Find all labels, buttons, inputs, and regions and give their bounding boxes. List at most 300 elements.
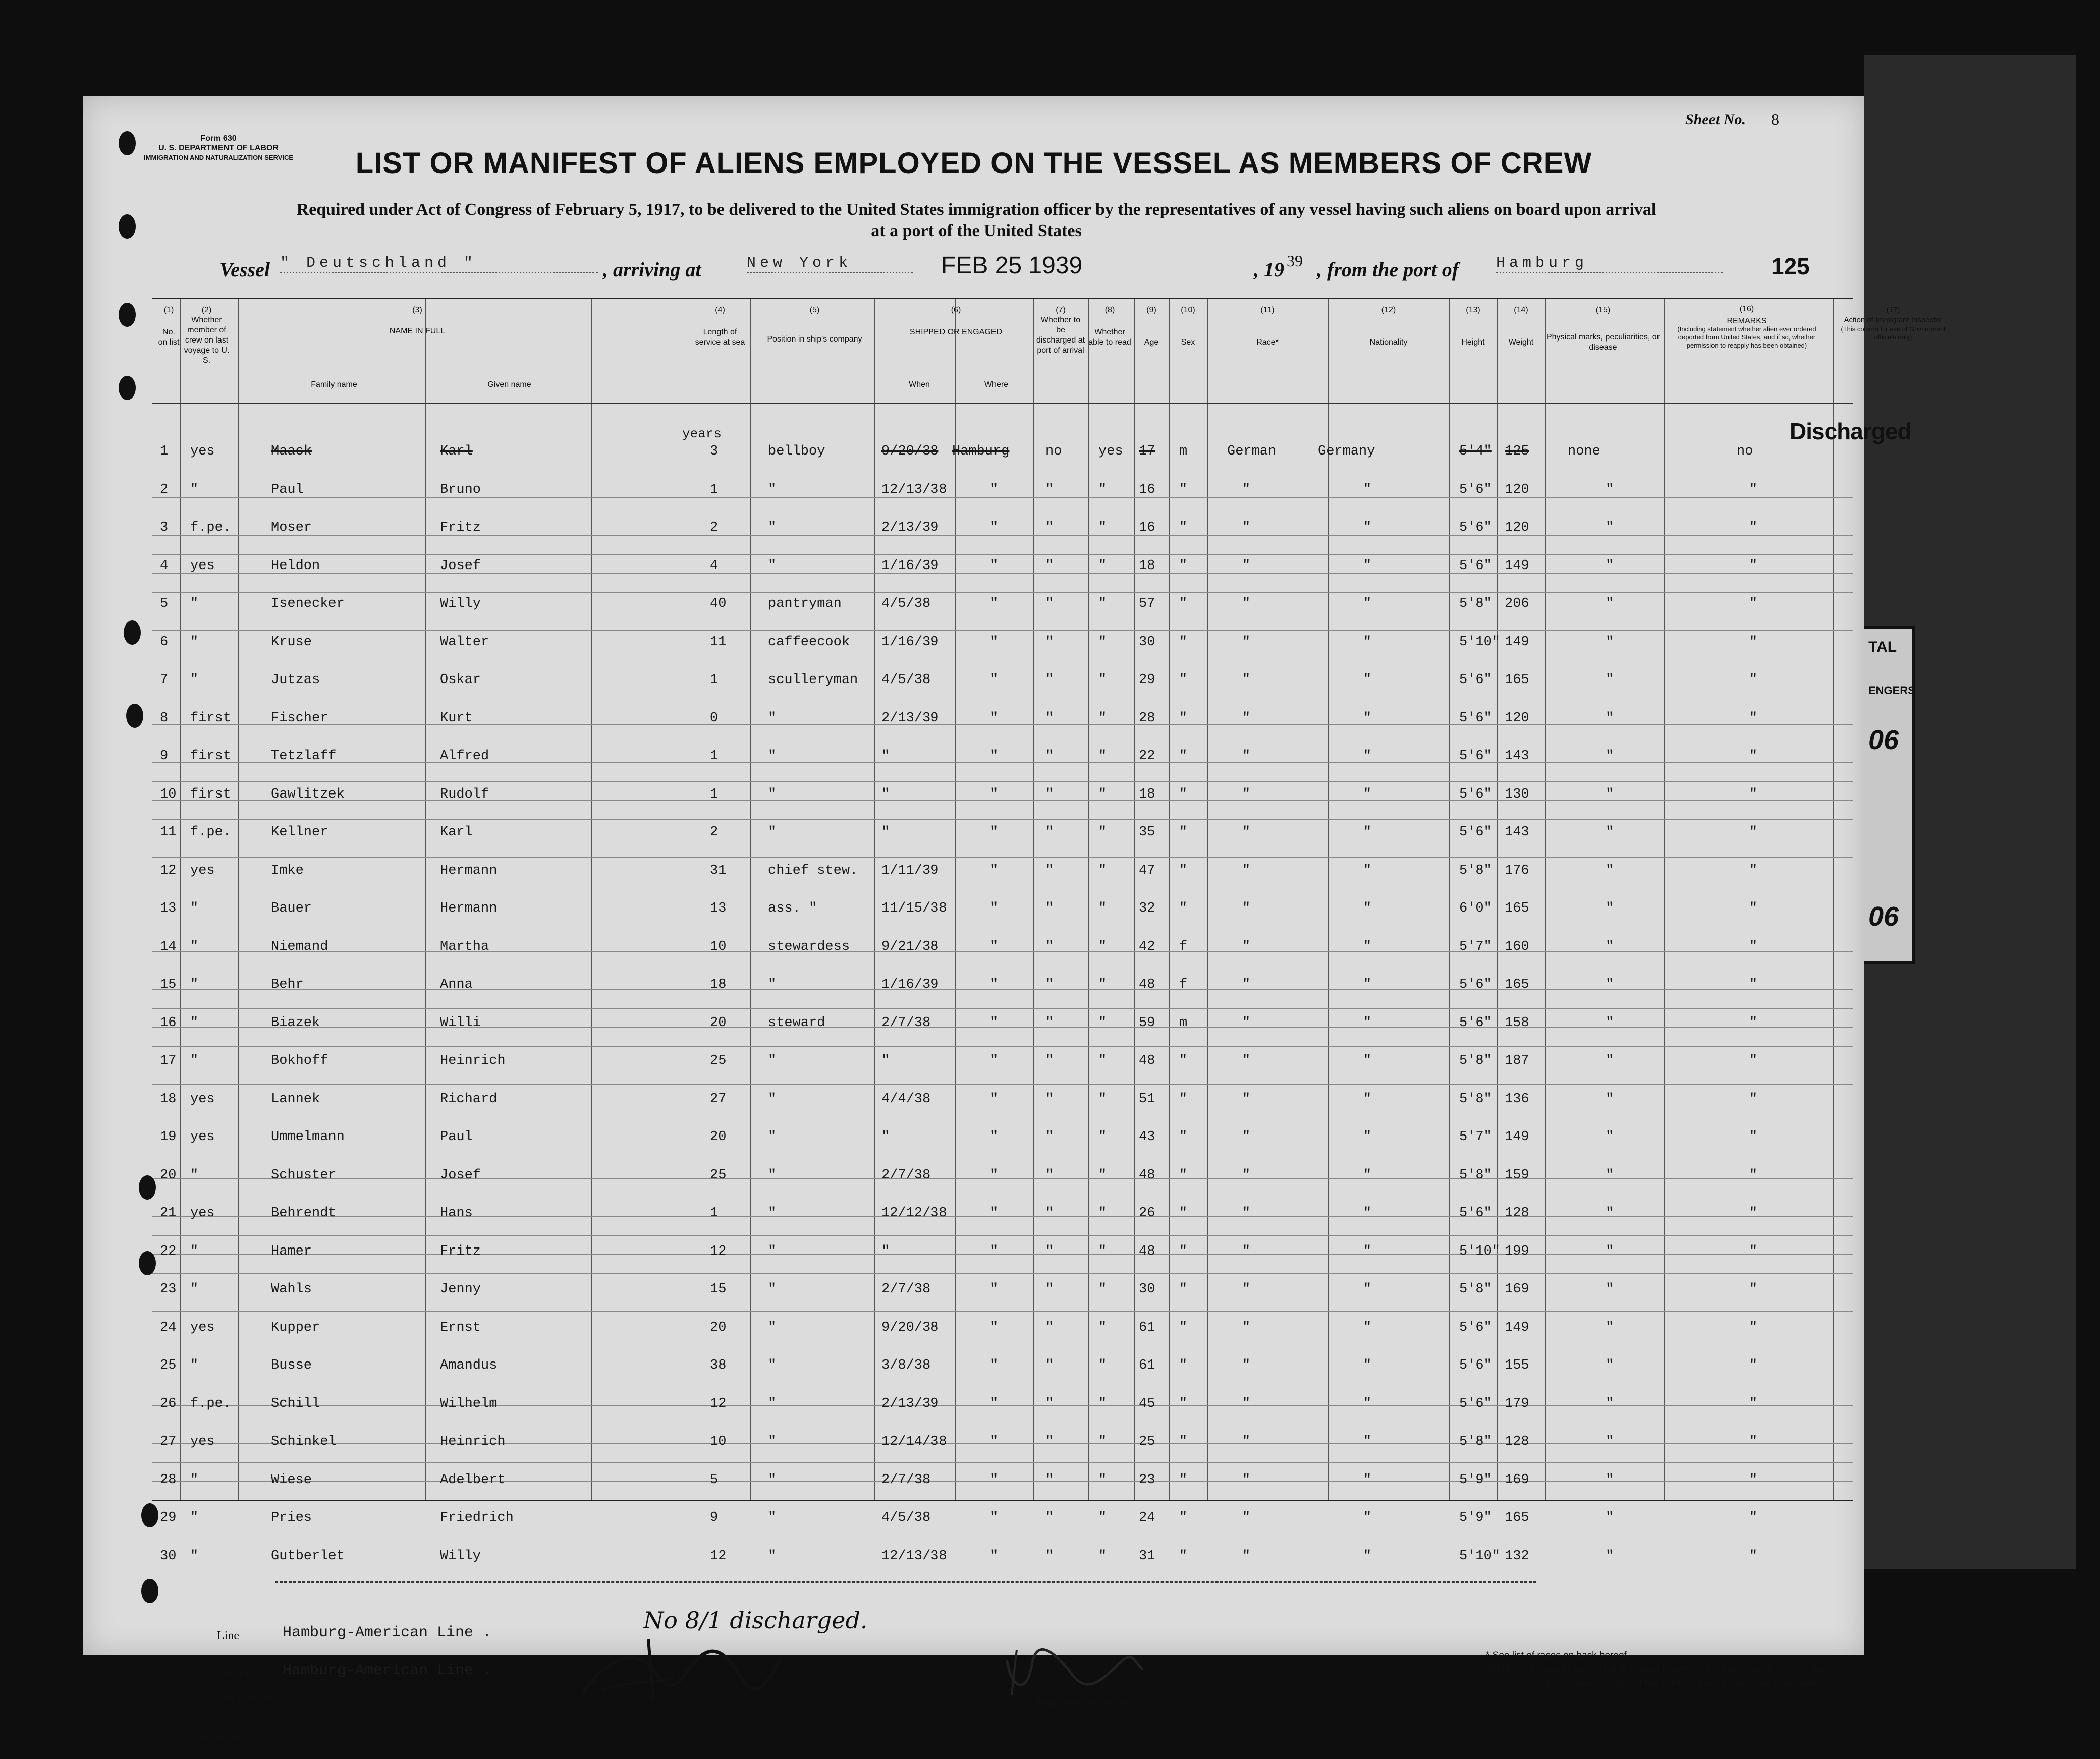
ditto-mark-where: " <box>990 1358 999 1373</box>
cell-crew: " <box>190 1472 199 1488</box>
cell-disch: " <box>1045 1472 1054 1488</box>
ditto-mark-physical: " <box>1606 1434 1614 1449</box>
cell-given: Hermann <box>440 901 498 916</box>
cell-family: Gawlitzek <box>271 787 345 802</box>
cell-family: Jutzas <box>271 672 320 688</box>
cell-when: " <box>881 1129 890 1145</box>
vessel-value: " Deutschland " <box>280 255 598 273</box>
cell-height: 5'7" <box>1459 939 1492 954</box>
cell-sex: " <box>1179 1472 1188 1488</box>
ditto-mark-nationality: " <box>1363 1434 1372 1449</box>
ditto-mark-where: " <box>990 482 999 497</box>
cell-age: 59 <box>1139 1015 1155 1031</box>
cell-given: Rudolf <box>440 787 489 802</box>
cell-no: 5 <box>160 596 169 611</box>
cell-family: Pries <box>271 1510 312 1525</box>
cell-position: " <box>768 1053 777 1068</box>
col9-number: (9) <box>1146 306 1156 314</box>
ditto-mark-race: " <box>1242 558 1251 574</box>
cell-family: Wahls <box>271 1282 312 1297</box>
cell-crew: f.pe. <box>190 520 232 535</box>
cell-position: " <box>768 520 777 535</box>
cell-no: 28 <box>160 1472 177 1488</box>
sheet-number: 8 <box>1771 110 1779 128</box>
cell-service: 10 <box>710 1434 727 1449</box>
ditto-mark-remarks: " <box>1749 711 1758 726</box>
cell-position: ass. " <box>768 901 817 916</box>
ditto-mark-race: " <box>1242 1244 1251 1259</box>
cell-when: 1/16/39 <box>881 558 939 574</box>
cell-service: 3 <box>710 444 719 459</box>
cell-family: Kellner <box>271 825 328 840</box>
cell-sex: " <box>1179 482 1188 497</box>
inspector-label: Immigrant Inspector. <box>1037 1696 1130 1709</box>
col3a-label: Family name <box>311 380 357 389</box>
cell-given: Paul <box>440 1129 473 1145</box>
cell-age: 35 <box>1139 825 1155 840</box>
cell-sex: f <box>1179 977 1188 992</box>
cell-given: Karl <box>440 444 473 459</box>
cell-read: " <box>1098 939 1107 954</box>
column-divider <box>955 299 956 1500</box>
note-races: * See list of races on back hereof. <box>1486 1650 1630 1661</box>
ruled-line <box>152 1008 1853 1009</box>
ruled-line <box>152 762 1853 763</box>
arriving-label: , arriving at <box>603 258 701 281</box>
cell-disch: " <box>1045 1396 1054 1411</box>
ditto-mark-where: " <box>990 1510 999 1525</box>
cell-age: 45 <box>1139 1396 1155 1411</box>
cell-position: " <box>768 787 777 802</box>
cell-when: " <box>881 1053 890 1068</box>
cell-service: 1 <box>710 482 719 497</box>
ditto-mark-remarks: " <box>1749 1320 1758 1335</box>
cell-given: Willy <box>440 1549 481 1564</box>
col3-number: (3) <box>412 306 422 314</box>
cell-height: 5'8" <box>1459 596 1492 611</box>
cell-age: 17 <box>1139 444 1155 459</box>
ditto-mark-where: " <box>990 1549 999 1564</box>
ditto-mark-physical: " <box>1606 901 1614 916</box>
punch-hole <box>141 1579 158 1603</box>
ditto-mark-nationality: " <box>1363 1472 1372 1488</box>
cell-no: 14 <box>160 939 177 954</box>
col6-header <box>879 305 1033 337</box>
cell-crew: " <box>190 1510 199 1525</box>
cell-disch: " <box>1045 558 1054 574</box>
years-label: years <box>682 426 722 441</box>
cell-when: 2/7/38 <box>881 1168 931 1183</box>
col11-label: Race* <box>1256 338 1279 347</box>
cell-crew: yes <box>190 863 215 878</box>
ditto-mark-race: " <box>1242 711 1251 726</box>
cell-position: " <box>768 977 777 992</box>
cell-age: 57 <box>1139 596 1155 611</box>
ditto-mark-physical: " <box>1606 1092 1614 1107</box>
ditto-mark-remarks: " <box>1749 1206 1758 1221</box>
vessel-line <box>219 252 1810 285</box>
cell-service: 31 <box>710 863 727 878</box>
ditto-mark-where: " <box>990 1244 999 1259</box>
col6b-label: Where <box>984 380 1009 389</box>
cell-sex: " <box>1179 558 1188 574</box>
cell-no: 1 <box>160 444 169 459</box>
cell-crew: " <box>190 1244 199 1259</box>
cell-family: Heldon <box>271 558 320 574</box>
col11-header <box>1207 305 1328 348</box>
cell-crew: yes <box>190 1320 215 1335</box>
ditto-mark-where: " <box>990 1472 999 1488</box>
cell-height: 5'6" <box>1459 1320 1492 1335</box>
cell-sex: f <box>1179 939 1188 954</box>
ditto-mark-physical: " <box>1606 1320 1614 1335</box>
cell-family: Wiese <box>271 1472 312 1488</box>
cell-height: 5'10" <box>1459 1549 1501 1564</box>
ditto-mark-race: " <box>1242 596 1251 611</box>
column-divider <box>1088 299 1089 1500</box>
cell-given: Heinrich <box>440 1053 506 1068</box>
cell-height: 5'6" <box>1459 672 1492 688</box>
cell-weight: 165 <box>1505 977 1529 992</box>
side-stamp-num1: 06 <box>1868 725 1899 755</box>
cell-height: 5'8" <box>1459 1282 1492 1297</box>
ditto-mark-race: " <box>1242 787 1251 802</box>
page-title: LIST OR MANIFEST OF ALIENS EMPLOYED ON THE VESSEL AS MEMBERS OF CREW <box>355 147 1592 180</box>
cell-age: 61 <box>1139 1358 1155 1373</box>
ditto-mark-race: " <box>1242 1434 1251 1449</box>
col12-label: Nationality <box>1369 338 1408 347</box>
cell-position: steward <box>768 1015 825 1031</box>
cell-service: 40 <box>710 596 727 611</box>
cell-crew: yes <box>190 1092 215 1107</box>
cell-when: 2/13/39 <box>881 1396 939 1411</box>
ditto-mark-physical: " <box>1606 977 1614 992</box>
cell-sex: " <box>1179 1396 1188 1411</box>
cell-service: 20 <box>710 1129 727 1145</box>
ditto-mark-remarks: " <box>1749 1168 1758 1183</box>
cell-read: " <box>1098 672 1107 688</box>
ditto-mark-where: " <box>990 825 999 840</box>
cell-disch: no <box>1045 444 1062 459</box>
cell-service: 20 <box>710 1320 727 1335</box>
ruled-line <box>152 857 1853 858</box>
cell-read: " <box>1098 520 1107 535</box>
cell-disch: " <box>1045 1244 1054 1259</box>
cell-age: 25 <box>1139 1434 1155 1449</box>
cell-read: " <box>1098 558 1107 574</box>
ditto-mark-race: " <box>1242 482 1251 497</box>
ditto-mark-remarks: " <box>1749 939 1758 954</box>
cell-crew: " <box>190 1015 199 1031</box>
master-signature <box>573 1629 785 1710</box>
cell-service: 12 <box>710 1549 727 1564</box>
cell-no: 15 <box>160 977 177 992</box>
from-label: , from the port of <box>1317 258 1459 281</box>
col1-header <box>157 305 180 348</box>
cell-position: " <box>768 1472 777 1488</box>
ditto-mark-physical: " <box>1606 1549 1614 1564</box>
ruled-line <box>152 497 1853 498</box>
cell-weight: 199 <box>1505 1244 1529 1259</box>
ditto-mark-physical: " <box>1606 711 1614 726</box>
cell-no: 18 <box>160 1092 177 1107</box>
column-divider <box>591 299 592 1500</box>
cell-weight: 160 <box>1505 939 1529 954</box>
cell-no: 10 <box>160 787 177 802</box>
ruled-line <box>152 951 1853 952</box>
ditto-mark-remarks: " <box>1749 1358 1758 1373</box>
cell-given: Kurt <box>440 711 473 726</box>
ruled-line <box>152 1443 1853 1444</box>
cell-crew: " <box>190 977 199 992</box>
cell-crew: first <box>190 711 232 726</box>
cell-height: 5'6" <box>1459 977 1492 992</box>
ditto-mark-nationality: " <box>1363 482 1372 497</box>
cell-sex: " <box>1179 711 1188 726</box>
cell-height: 5'6" <box>1459 482 1492 497</box>
cell-weight: 149 <box>1505 1320 1529 1335</box>
cell-age: 16 <box>1139 482 1155 497</box>
subtitle-line-2: at a port of the United States <box>871 221 1082 240</box>
cell-disch: " <box>1045 635 1054 650</box>
ditto-mark-remarks: " <box>1749 520 1758 535</box>
cell-given: Martha <box>440 939 489 954</box>
col13-label: Height <box>1461 338 1485 347</box>
ditto-mark-remarks: " <box>1749 1244 1758 1259</box>
cell-weight: 169 <box>1505 1282 1529 1297</box>
column-divider <box>1134 299 1135 1500</box>
ditto-mark-nationality: " <box>1363 635 1372 650</box>
cell-crew: " <box>190 1358 199 1373</box>
cell-read: " <box>1098 1282 1107 1297</box>
ditto-mark-remarks: " <box>1749 825 1758 840</box>
cell-sex: " <box>1179 1168 1188 1183</box>
cell-position: " <box>768 1206 777 1221</box>
col17-header <box>1833 305 1954 342</box>
cell-sex: " <box>1179 635 1188 650</box>
column-divider <box>1545 299 1546 1500</box>
ditto-mark-where: " <box>990 1092 999 1107</box>
ditto-mark-remarks: " <box>1749 1510 1758 1525</box>
cell-weight: 149 <box>1505 1129 1529 1145</box>
cell-when: 2/13/39 <box>881 520 939 535</box>
cell-weight: 132 <box>1505 1549 1529 1564</box>
col9-label: Age <box>1144 338 1159 347</box>
col10-label: Sex <box>1181 338 1195 347</box>
cell-age: 48 <box>1139 977 1155 992</box>
cell-service: 1 <box>710 787 719 802</box>
ditto-mark-nationality: " <box>1363 787 1372 802</box>
cell-sex: " <box>1179 1320 1188 1335</box>
punch-hole <box>126 704 143 728</box>
ditto-mark-race: " <box>1242 825 1251 840</box>
ditto-mark-race: " <box>1242 1053 1251 1068</box>
cell-when: 4/5/38 <box>881 672 931 688</box>
ditto-mark-physical: " <box>1606 749 1614 764</box>
col11-number: (11) <box>1260 306 1275 314</box>
note-line-3: is punishable by a fine of ten dollars for each alien. See other side. <box>1536 1678 1819 1689</box>
col15-label: Physical marks, peculiarities, or disease <box>1546 333 1660 352</box>
line-value: Hamburg-American Line . <box>283 1624 492 1641</box>
punch-hole <box>124 620 141 645</box>
cell-weight: 187 <box>1505 1053 1529 1068</box>
ditto-mark-physical: " <box>1606 1396 1614 1411</box>
cell-age: 48 <box>1139 1168 1155 1183</box>
cell-service: 18 <box>710 977 727 992</box>
cell-age: 51 <box>1139 1092 1155 1107</box>
cell-family: Maack <box>271 444 312 459</box>
ditto-mark-race: " <box>1242 1396 1251 1411</box>
col16-label: REMARKS <box>1727 317 1767 325</box>
row1-where: Hamburg <box>952 444 1010 459</box>
ditto-mark-where: " <box>990 749 999 764</box>
cell-crew: " <box>190 596 199 611</box>
cell-weight: 165 <box>1505 901 1529 916</box>
ditto-mark-physical: " <box>1606 825 1614 840</box>
ditto-mark-race: " <box>1242 1549 1251 1564</box>
cell-no: 11 <box>160 825 177 840</box>
cell-height: 5'6" <box>1459 1396 1492 1411</box>
page-subtitle <box>164 199 1789 242</box>
cell-disch: " <box>1045 1129 1054 1145</box>
col8-header <box>1088 305 1131 348</box>
column-divider <box>1449 299 1450 1500</box>
arriving-value: New York <box>747 255 913 273</box>
cell-no: 13 <box>160 901 177 916</box>
col6-number: (6) <box>951 306 961 314</box>
cell-given: Bruno <box>440 482 481 497</box>
ditto-mark-physical: " <box>1606 596 1614 611</box>
ruled-line <box>152 1027 1853 1028</box>
cell-crew: " <box>190 939 199 954</box>
ditto-mark-where: " <box>990 1206 999 1221</box>
cell-when: 1/16/39 <box>881 635 939 650</box>
ditto-mark-nationality: " <box>1363 1282 1372 1297</box>
inspector-signature <box>997 1639 1148 1700</box>
cell-family: Bauer <box>271 901 312 916</box>
col7-label: Whether to be discharged at port of arrival <box>1036 316 1085 355</box>
cell-family: Schill <box>271 1396 320 1411</box>
ditto-mark-physical: " <box>1606 1282 1614 1297</box>
cell-weight: 128 <box>1505 1434 1529 1449</box>
cell-sex: " <box>1179 1282 1188 1297</box>
ditto-mark-race: " <box>1242 1015 1251 1031</box>
cell-position: " <box>768 1358 777 1373</box>
col2-label: Whether member of crew on last voyage to U. S. <box>184 316 230 365</box>
col12-header <box>1328 305 1449 348</box>
ditto-mark-race: " <box>1242 1092 1251 1107</box>
col6-label: SHIPPED OR ENGAGED <box>909 328 1003 336</box>
cell-position: " <box>768 1244 777 1259</box>
ditto-mark-race: " <box>1242 1320 1251 1335</box>
cell-family: Moser <box>271 520 312 535</box>
cell-sex: " <box>1179 1244 1188 1259</box>
ditto-mark-remarks: " <box>1749 1396 1758 1411</box>
cell-given: Oskar <box>440 672 481 688</box>
col9-header <box>1134 305 1169 348</box>
cell-age: 18 <box>1139 558 1155 574</box>
cell-position: " <box>768 749 777 764</box>
cell-disch: " <box>1045 901 1054 916</box>
cell-position: " <box>768 1168 777 1183</box>
cell-disch: " <box>1045 1053 1054 1068</box>
ditto-mark-nationality: " <box>1363 1206 1372 1221</box>
cell-service: 11 <box>710 635 727 650</box>
col5-number: (5) <box>809 306 820 314</box>
ditto-mark-where: " <box>990 1434 999 1449</box>
ditto-mark-physical: " <box>1606 939 1614 954</box>
ditto-mark-remarks: " <box>1749 1015 1758 1031</box>
service-name: IMMIGRATION AND NATURALIZATION SERVICE <box>144 154 294 161</box>
ditto-mark-where: " <box>990 558 999 574</box>
cell-given: Fritz <box>440 520 481 535</box>
cell-position: " <box>768 558 777 574</box>
cell-no: 27 <box>160 1434 177 1449</box>
cell-service: 12 <box>710 1396 727 1411</box>
col13-header <box>1449 305 1497 348</box>
cell-no: 21 <box>160 1206 177 1221</box>
cell-position: pantryman <box>768 596 842 611</box>
cell-crew: " <box>190 635 199 650</box>
ditto-mark-where: " <box>990 635 999 650</box>
ruled-line <box>152 989 1853 990</box>
row1-remarks: no <box>1737 444 1753 459</box>
ditto-mark-where: " <box>990 711 999 726</box>
cell-weight: 165 <box>1505 1510 1529 1525</box>
cell-weight: 120 <box>1505 711 1529 726</box>
cell-service: 38 <box>710 1358 727 1373</box>
cell-height: 5'9" <box>1459 1472 1492 1488</box>
cell-weight: 143 <box>1505 749 1529 764</box>
cell-crew: yes <box>190 1206 215 1221</box>
col17-label: Action of Immigrant Inspector <box>1844 316 1943 324</box>
cell-height: 5'8" <box>1459 1092 1492 1107</box>
ruled-line <box>152 819 1853 820</box>
cell-no: 9 <box>160 749 169 764</box>
ditto-mark-remarks: " <box>1749 1282 1758 1297</box>
cell-position: " <box>768 1510 777 1525</box>
cell-given: Hermann <box>440 863 498 878</box>
punch-hole <box>139 1175 156 1200</box>
cell-position: " <box>768 1129 777 1145</box>
cell-disch: " <box>1045 1206 1054 1221</box>
cell-sex: m <box>1179 1015 1188 1031</box>
col17-sublabel: (This column for use of Government officials only) <box>1841 325 1946 341</box>
cell-family: Isenecker <box>271 596 345 611</box>
cell-family: Behr <box>271 977 304 992</box>
cell-sex: " <box>1179 672 1188 688</box>
ditto-mark-race: " <box>1242 977 1251 992</box>
cell-weight: 149 <box>1505 558 1529 574</box>
ditto-mark-nationality: " <box>1363 1244 1372 1259</box>
col1-number: (1) <box>163 306 174 314</box>
cell-crew: " <box>190 1053 199 1068</box>
punch-hole <box>119 214 136 239</box>
cell-family: Ummelmann <box>271 1129 345 1145</box>
ditto-mark-where: " <box>990 787 999 802</box>
cell-age: 28 <box>1139 711 1155 726</box>
cell-disch: " <box>1045 711 1054 726</box>
ditto-mark-remarks: " <box>1749 1549 1758 1564</box>
cell-no: 19 <box>160 1129 177 1145</box>
cell-weight: 149 <box>1505 635 1529 650</box>
cell-weight: 120 <box>1505 482 1529 497</box>
discharged-stamp: Discharged <box>1790 418 1911 444</box>
cell-when: 12/14/38 <box>881 1434 947 1449</box>
col7-header <box>1035 305 1086 356</box>
punch-hole <box>119 131 136 155</box>
date-stamp: FEB 25 1939 <box>941 252 1083 279</box>
